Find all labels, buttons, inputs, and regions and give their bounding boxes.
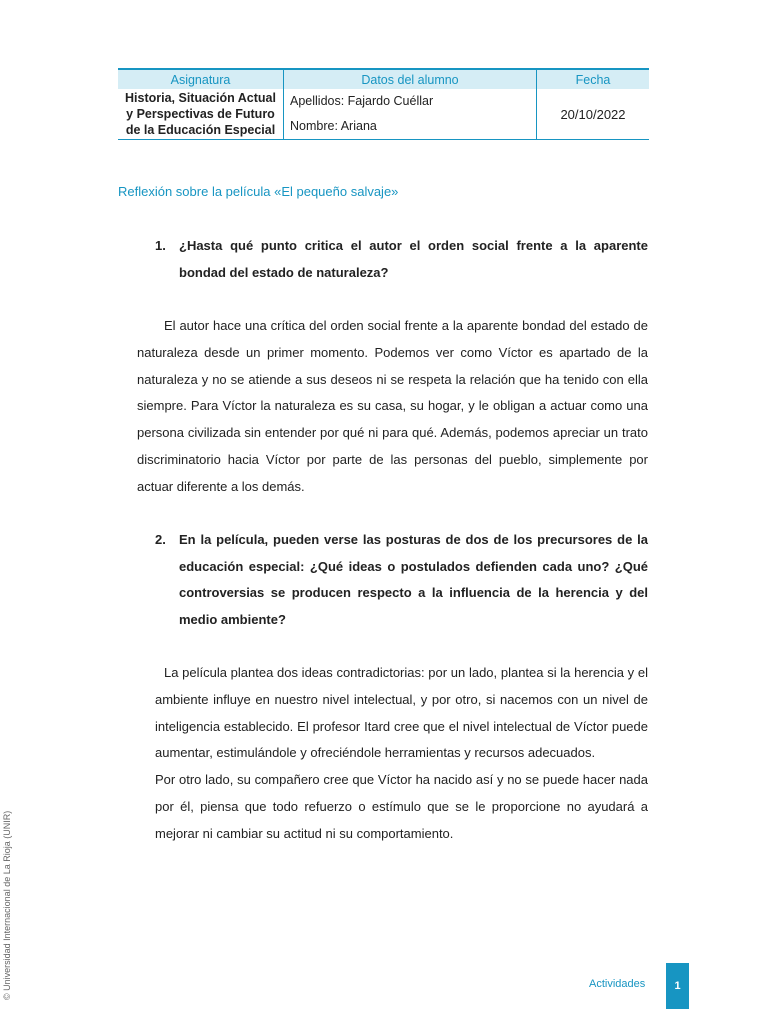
copyright-notice: © Universidad Internacional de La Rioja (UNIR) bbox=[2, 810, 12, 1000]
student-info-table bbox=[118, 68, 649, 140]
question-text: ¿Hasta qué punto critica el autor el orden social frente a la aparente bondad del estado de naturaleza? bbox=[179, 238, 648, 280]
subject-cell bbox=[118, 89, 284, 140]
student-surname: Apellidos: Fajardo Cuéllar bbox=[290, 94, 434, 108]
page-number: 1 bbox=[666, 963, 689, 1009]
student-column-header: Datos del alumno bbox=[284, 69, 537, 89]
student-cell bbox=[284, 89, 537, 140]
answer-2 bbox=[155, 660, 648, 848]
student-name: Nombre: Ariana bbox=[290, 119, 377, 133]
question-1 bbox=[155, 233, 648, 286]
subject-column-header: Asignatura bbox=[118, 69, 284, 89]
subject-line: Historia, Situación Actual bbox=[125, 91, 276, 105]
subject-line: y Perspectivas de Futuro bbox=[126, 107, 275, 121]
document-title: Reflexión sobre la película «El pequeño salvaje» bbox=[118, 184, 399, 199]
question-number: 2. bbox=[155, 532, 166, 547]
answer-1 bbox=[137, 313, 648, 501]
footer-section-label: Actividades bbox=[589, 978, 646, 990]
answer-paragraph: El autor hace una crítica del orden social frente a la aparente bondad del estado de naturaleza desde un primer momento. Podemos ver como Víctor es apartado de la naturaleza y no se atiende a sus deseos ni se respeta la relación que ha tenido con ella siempre. Para Víctor la naturaleza es su casa, su hogar, y le obligan a actuar como una persona civilizada sin entender por qué ni para qué. Además, podemos apreciar un trato discriminatorio hacia Víctor por parte de las personas del pueblo, simplemente por actuar diferente a los demás. bbox=[137, 318, 648, 494]
question-number: 1. bbox=[155, 238, 166, 253]
question-2 bbox=[155, 527, 648, 633]
answer-paragraph: Por otro lado, su compañero cree que Víctor ha nacido así y no se puede hacer nada por él, piensa que todo refuerzo o estímulo que se le proporcione no ayudará a mejorar ni cambiar su actitud ni su comportamiento. bbox=[155, 772, 648, 841]
subject-line: de la Educación Especial bbox=[125, 123, 276, 137]
date-column-header: Fecha bbox=[537, 69, 650, 89]
question-text: En la película, pueden verse las posturas de dos de los precursores de la educación especial: ¿Qué ideas o postulados defienden cada uno? ¿Qué controversias se producen respecto a la influencia de la herencia y del medio ambiente? bbox=[179, 532, 648, 627]
date-cell: 20/10/2022 bbox=[537, 89, 650, 140]
answer-paragraph: La película plantea dos ideas contradictorias: por un lado, plantea si la herencia y el ambiente influye en nuestro nivel intelectual, y por otro, si nacemos con un nivel de inteligencia establecido. El profesor Itard cree que el nivel intelectual de Víctor puede aumentar, estimulándole y ofreciéndole herramientas y recursos adecuados. bbox=[155, 665, 648, 761]
